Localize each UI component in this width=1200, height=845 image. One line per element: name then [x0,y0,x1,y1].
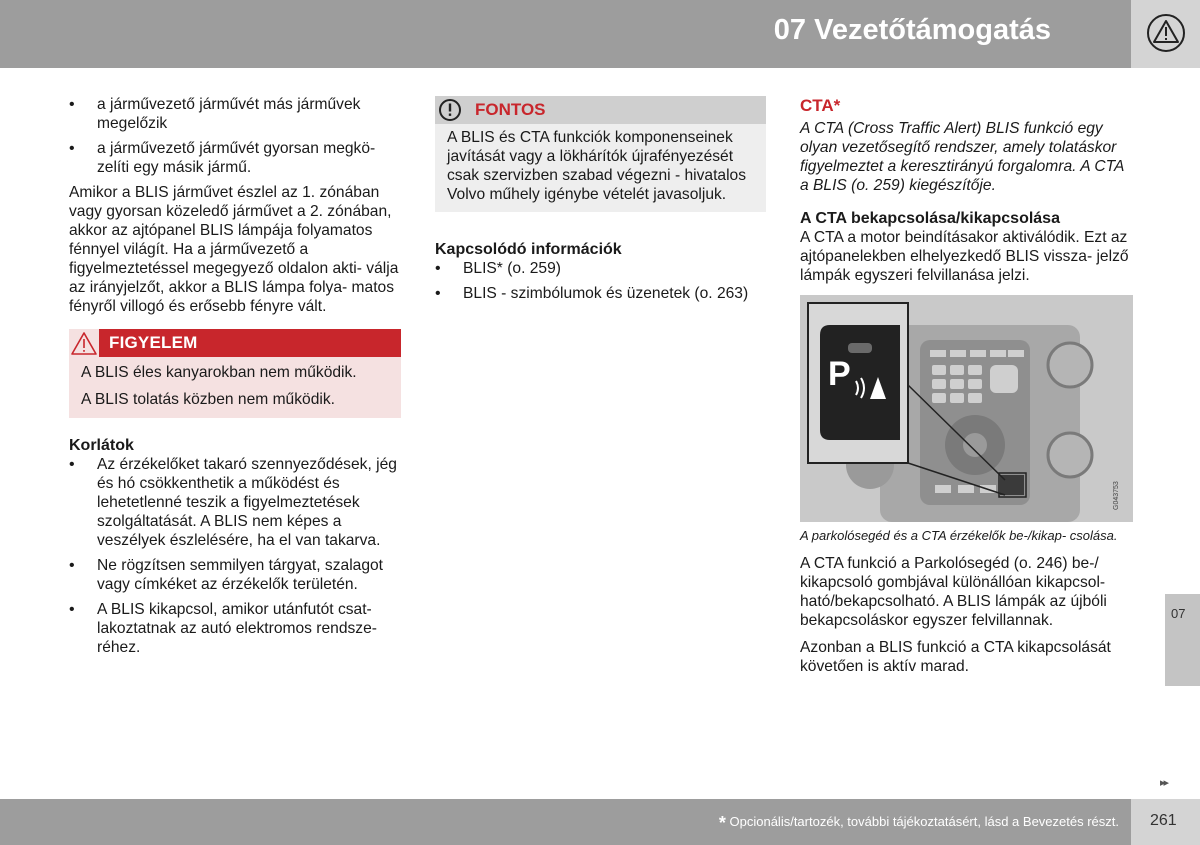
related-link[interactable]: • BLIS - szimbólumok és üzenetek (o. 263) [435,284,766,303]
warning-box [69,329,401,418]
cta-paragraph: A CTA funkció a Parkolósegéd (o. 246) be-/ kikapcsoló gombjával különállóan kikapcsol- ható/bekapcsolható. A BLIS lámpák az újbóli bekapcsoláskor egyszer felvillannak. [800,555,1107,629]
footer-note [719,813,1119,834]
page-number: 261 [1150,812,1177,829]
image-code: G043753 [1113,481,1120,510]
blis-paragraph: Amikor a BLIS járművet észlel az 1. zónában vagy gyorsan közeledő járművet a 2. zónában, akkor az ajtópanel BLIS lámpája folyamatos fénnyel világít. Ha a járművezető a figyelmeztetéssel megegyező oldalon akti- válja az irányjelzőt, akkor a BLIS lámpa folya- matos fényről villogó és erősebb fényre vált. [69,184,399,315]
cta-title: CTA* [800,96,841,115]
chapter-side-tab[interactable] [1165,594,1200,686]
zone-bullets [69,95,401,177]
list-item: • a járművezető járművét gyorsan megkö- zelíti egy másik jármű. [69,139,401,177]
chapter-title: 07 Vezetőtámogatás [773,14,1051,46]
warning-header [69,329,401,357]
exclamation-icon [437,98,463,122]
warning-triangle-icon [1146,13,1186,53]
cta-paragraph: Azonban a BLIS funkció a CTA kikapcsolását követően is aktív marad. [800,639,1111,675]
important-label: FONTOS [475,100,546,119]
list-item: • A BLIS kikapcsol, amikor utánfutót csat- lakoztatnak az autó elektromos rendsze- réhez. [69,600,401,657]
continue-arrows-icon: ▸▸ [1160,777,1168,789]
column-middle [435,96,766,309]
image-caption: A parkolósegéd és a CTA érzékelők be-/kikap- csolása. [800,528,1118,543]
cta-intro: A CTA (Cross Traffic Alert) BLIS funkció egy olyan vezetősegítő rendszer, amely tolatáskor figyelmeztet a keresztirányú forgalomra. A CTA a BLIS (o. 259) kiegészítője. [800,120,1124,194]
center-console-illustration [800,295,1133,522]
column-left [69,95,401,663]
cta-paragraph: A CTA a motor beindításakor aktiválódik. Ezt az ajtópanelekben elhelyezkedő BLIS vissza- jelző lámpák egyszeri felvillanása jelzi. [800,229,1129,284]
page-header [0,0,1131,68]
chapter-icon-box [1131,0,1200,68]
list-item: • Ne rögzítsen semmilyen tárgyat, szalagot vagy címkéket az érzékelők területén. [69,556,401,594]
important-text: A BLIS és CTA funkciók komponenseinek javítását vagy a lökhárítók újrafényezését csak szervizben szabad végezni - hivatalos Volvo műhely igénybe vételét javasoljuk. [447,129,747,203]
warning-line: A BLIS éles kanyarokban nem működik. [81,364,357,381]
warning-line: A BLIS tolatás közben nem működik. [81,391,335,408]
important-box [435,96,766,212]
related-list [435,259,766,303]
related-link[interactable]: • BLIS* (o. 259) [435,259,766,278]
footnote-star: * [718,813,726,833]
console-photo [800,295,1133,522]
footnote-text: Opcionális/tartozék, további tájékoztatásért, lásd a Bevezetés részt. [729,814,1119,829]
list-item: • Az érzékelőket takaró szennyeződések, jég és hó csökkenthetik a működést és lehetetlenné teszik a figyelmeztetések szolgáltatását. A BLIS nem képes a veszélyek észlelésére, ha el van takarva. [69,455,401,550]
column-right [800,96,1134,682]
cta-subheading: A CTA bekapcsolása/kikapcsolása [800,210,1060,227]
park-button-label: P [828,355,851,393]
limits-list [69,455,401,657]
related-heading: Kapcsolódó információk [435,241,622,258]
limits-heading: Korlátok [69,437,134,454]
warning-label: FIGYELEM [109,333,198,352]
side-tab-label: 07 [1171,606,1186,621]
list-item: • a járművezető járművét más járművek megelőzik [69,95,401,133]
page-footer [0,799,1131,845]
park-sensor-icon [852,373,888,403]
warning-icon [69,329,99,357]
important-header [435,96,766,124]
